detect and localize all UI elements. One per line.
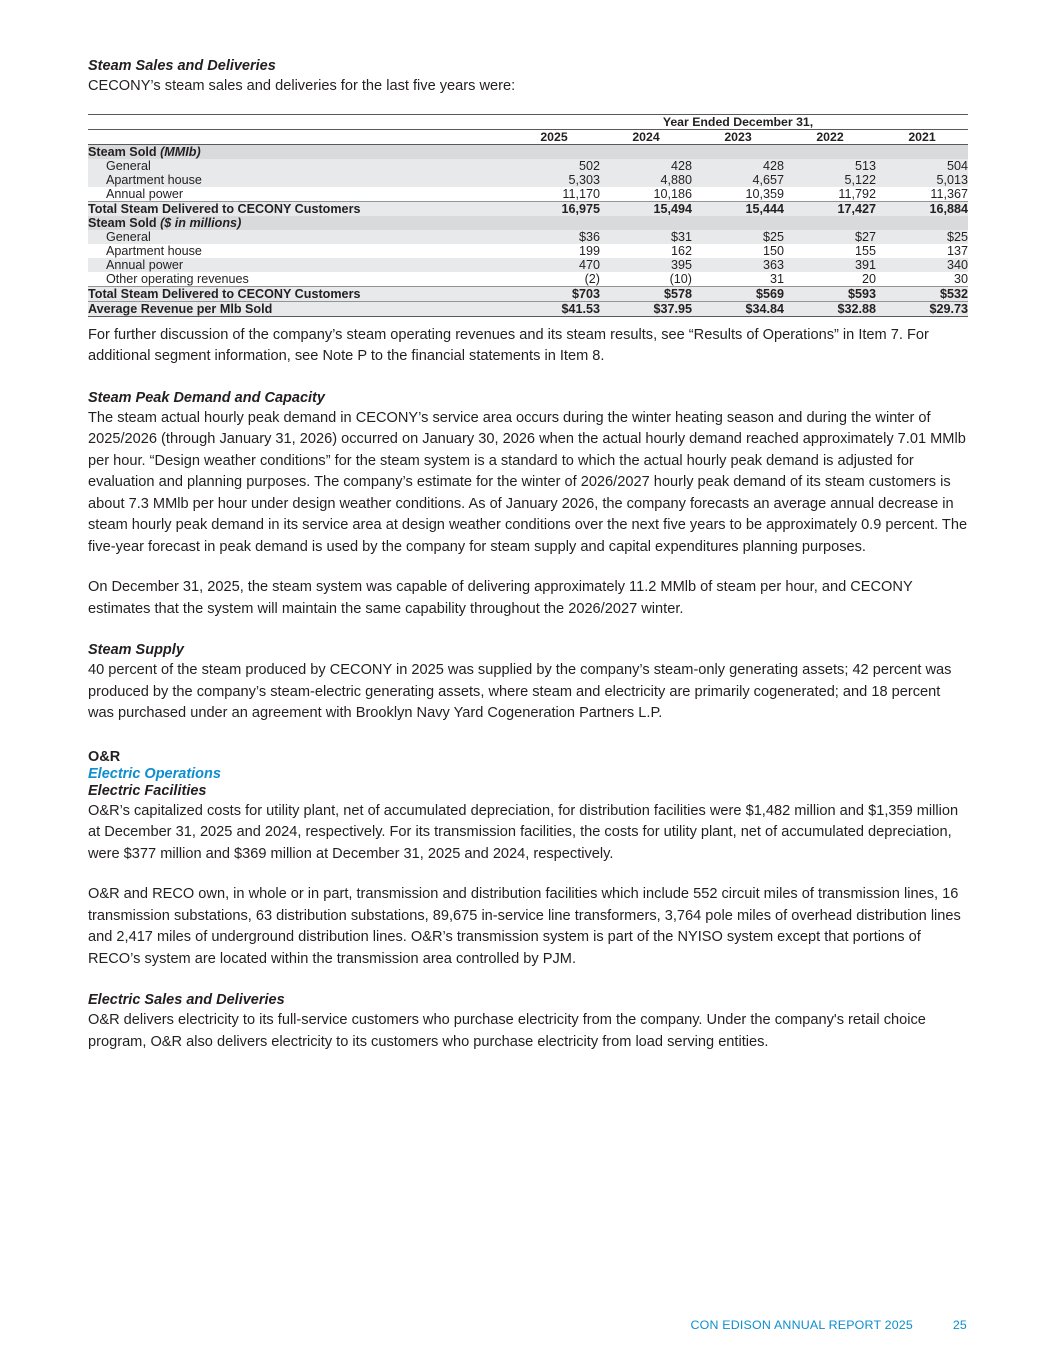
table-cell — [876, 216, 968, 230]
table-cell: $25 — [692, 230, 784, 244]
table-row — [88, 244, 968, 258]
section-heading-steam-sales: Steam Sales and Deliveries — [88, 58, 276, 74]
table-cell: 137 — [946, 243, 968, 258]
table-cell: (10) — [669, 271, 692, 286]
section-heading-electric-facilities: Electric Facilities — [88, 782, 207, 799]
table-row-label: General — [88, 159, 508, 173]
table-cell: 11,170 — [562, 186, 600, 201]
table-cell: 16,884 — [876, 201, 968, 216]
table-cell: $569 — [692, 286, 784, 301]
table-row — [88, 272, 968, 287]
table-cell: 340 — [876, 258, 968, 272]
table-cell — [508, 144, 600, 159]
table-cell: (2) — [584, 271, 600, 286]
table-cell: 11,367 — [930, 186, 968, 201]
table-cell: $532 — [876, 286, 968, 301]
table-year-2022: 2022 — [784, 129, 876, 144]
steam-sales-intro-paragraph: CECONY’s steam sales and deliveries for the last five years were: — [88, 78, 516, 94]
table-row — [88, 144, 968, 159]
table-cell: 391 — [784, 258, 876, 272]
table-row-label: Apartment house — [88, 173, 508, 187]
table-cell: $703 — [508, 286, 600, 301]
steam-sales-table — [88, 114, 968, 317]
table-row — [88, 173, 968, 187]
table-cell: 31 — [769, 271, 784, 286]
table-cell — [600, 216, 692, 230]
table-cell: 16,975 — [508, 201, 600, 216]
table-cell: 162 — [670, 243, 692, 258]
electric-sales-paragraph-1: O&R delivers electricity to its full-service customers who purchase electricity from the company. Under the company's retail choice program, O&R also delivers electricity to its customers who purchase electricity from load serving entities. — [88, 1012, 926, 1050]
table-cell: 11,792 — [838, 186, 876, 201]
section-heading-steam-supply: Steam Supply — [88, 642, 184, 658]
table-cell: 10,186 — [653, 186, 692, 201]
table-cell: 10,359 — [745, 186, 784, 201]
table-row-label: Apartment house — [106, 243, 202, 258]
table-year-2021: 2021 — [876, 129, 968, 144]
table-cell: 15,494 — [600, 201, 692, 216]
table-row — [88, 216, 968, 230]
table-cell: 17,427 — [784, 201, 876, 216]
electric-facilities-paragraph-2: O&R and RECO own, in whole or in part, transmission and distribution facilities which include 552 circuit miles of transmission lines, 16 transmission substations, 63 distribution substations, 89,675 in-service line transformers, 3,764 pole miles of overhead distribution lines and 2,417 miles of underground distribution lines. O&R’s transmission system is part of the NYISO system except that portions of RECO’s system are located within the transmission area controlled by PJM. — [88, 886, 961, 967]
table-cell: 428 — [600, 159, 692, 173]
peak-demand-paragraph-1: The steam actual hourly peak demand in CECONY’s service area occurs during the winter heating season and during the winter of 2025/2026 (through January 31, 2026) occurred on January 30, 2026 when the actual hourly demand reached approximately 7.01 MMlb per hour. “Design weather conditions” for the steam system is a standard to which the actual hourly peak demand is adjusted for evaluation and planning purposes. The company’s estimate for the winter of 2026/2027 hourly peak demand of its steam customers is about 7.3 MMlb per hour under design weather conditions. As of January 2026, the company forecasts an average annual decrease in steam hourly peak demand in its service area at design weather conditions over the next five years to be approximately 0.9 percent. The five-year forecast in peak demand is used by the company for steam supply and capital expenditures planning purposes. — [88, 409, 968, 555]
table-row-label: Total Steam Delivered to CECONY Customers — [88, 286, 508, 301]
table-cell: $37.95 — [600, 301, 692, 316]
table-cell: $578 — [600, 286, 692, 301]
table-cell — [508, 216, 600, 230]
table-cell: 30 — [953, 271, 968, 286]
table-cell: 4,657 — [692, 173, 784, 187]
peak-demand-paragraph-2: On December 31, 2025, the steam system was capable of delivering approximately 11.2 MMlb of steam per hour, and CECONY estimates that the system will maintain the same capability throughout the 2026/2027 winter. — [88, 579, 913, 617]
steam-supply-paragraph-1: 40 percent of the steam produced by CECONY in 2025 was supplied by the company’s steam-only generating assets; 42 percent was produced by the company’s steam-electric generating assets, where steam and electricity are primarily cogenerated; and 18 percent was purchased under an agreement with Brooklyn Navy Yard Cogeneration Partners L.P. — [88, 662, 952, 721]
table-cell: 395 — [600, 258, 692, 272]
table-cell: 5,303 — [508, 173, 600, 187]
table-span-header: Year Ended December 31, — [508, 114, 968, 129]
section-heading-peak-demand: Steam Peak Demand and Capacity — [88, 389, 325, 406]
table-cell: $27 — [784, 230, 876, 244]
table-cell: 504 — [876, 159, 968, 173]
table-row — [88, 230, 968, 244]
table-row-label: Steam Sold ($ in millions) — [88, 216, 508, 230]
table-cell: $41.53 — [508, 301, 600, 316]
table-cell: 150 — [762, 243, 784, 258]
table-cell: $29.73 — [876, 301, 968, 316]
after-table-paragraph: For further discussion of the company’s steam operating revenues and its steam results, see “Results of Operations” in Item 7. For additional segment information, see Note P to the financial statements in Item 8. — [88, 326, 929, 364]
table-cell: 15,444 — [692, 201, 784, 216]
table-year-2024: 2024 — [600, 129, 692, 144]
table-row — [88, 201, 968, 216]
table-row-label: Steam Sold (MMIb) — [88, 144, 508, 159]
table-row-label: Average Revenue per Mlb Sold — [88, 301, 508, 316]
table-cell — [600, 144, 692, 159]
table-cell: 502 — [508, 159, 600, 173]
section-heading-electric-operations: Electric Operations — [88, 765, 221, 782]
table-cell: 155 — [854, 243, 876, 258]
table-cell: $36 — [508, 230, 600, 244]
section-heading-or: O&R — [88, 748, 121, 765]
table-cell — [784, 144, 876, 159]
table-cell: 513 — [784, 159, 876, 173]
table-cell: 199 — [578, 243, 600, 258]
table-year-2025: 2025 — [508, 129, 600, 144]
table-row — [88, 286, 968, 301]
table-year-header-row — [88, 129, 968, 144]
table-cell: 428 — [692, 159, 784, 173]
table-cell — [692, 144, 784, 159]
table-row-label: General — [88, 230, 508, 244]
table-cell: 20 — [861, 271, 876, 286]
table-cell — [692, 216, 784, 230]
table-span-header-row — [88, 114, 968, 129]
section-heading-electric-sales: Electric Sales and Deliveries — [88, 992, 285, 1008]
table-row-label: Annual power — [88, 258, 508, 272]
electric-facilities-paragraph-1: O&R’s capitalized costs for utility plant, net of accumulated depreciation, for distribution facilities were $1,482 million and $1,359 million at December 31, 2025 and 2024, respectively. For its transmission facilities, the costs for utility plant, net of accumulated depreciation, were $377 million and $369 million at December 31, 2025 and 2024, respectively. — [88, 802, 959, 862]
table-cell: $34.84 — [692, 301, 784, 316]
table-year-2023: 2023 — [692, 129, 784, 144]
table-cell: $32.88 — [784, 301, 876, 316]
table-cell: 363 — [692, 258, 784, 272]
table-cell: 470 — [508, 258, 600, 272]
table-cell — [784, 216, 876, 230]
table-row — [88, 159, 968, 173]
table-row — [88, 301, 968, 316]
table-cell — [876, 144, 968, 159]
table-cell: $25 — [876, 230, 968, 244]
table-cell: 4,880 — [600, 173, 692, 187]
table-row — [88, 187, 968, 202]
table-row-label: Other operating revenues — [106, 271, 249, 286]
table-cell: 5,013 — [876, 173, 968, 187]
footer-report-text: CON EDISON ANNUAL REPORT 2025 — [690, 1318, 913, 1332]
page-content — [88, 58, 968, 1053]
table-cell: $31 — [600, 230, 692, 244]
footer-page-number: 25 — [952, 1318, 967, 1332]
table-cell: 5,122 — [784, 173, 876, 187]
table-row-label: Annual power — [106, 186, 184, 201]
table-cell: $593 — [784, 286, 876, 301]
table-row-label: Total Steam Delivered to CECONY Customers — [88, 201, 508, 216]
table-row — [88, 258, 968, 272]
